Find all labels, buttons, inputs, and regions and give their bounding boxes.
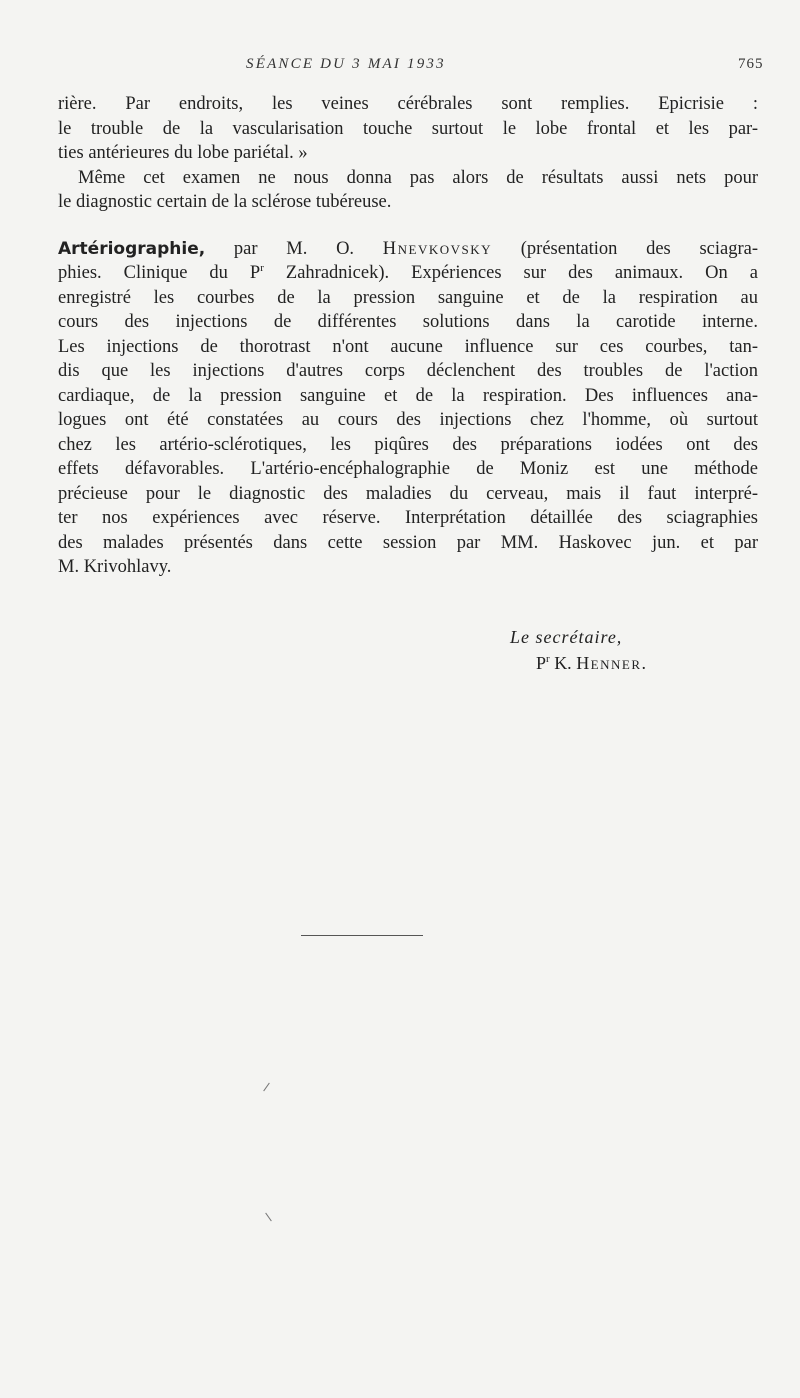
text-line: logues ont été constatées au cours des injections chez l'homme, où surtout [58, 410, 758, 430]
text-line: chez les artério-sclérotiques, les piqûres des préparations iodées ont des [58, 434, 758, 455]
text-line [58, 237, 758, 262]
text-fragment: (présentation des sciagra- [492, 238, 759, 259]
text-fragment: Zahradnicek). Expériences sur des animaux. On a [263, 263, 759, 283]
text-line: ties antérieures du lobe pariétal. » [58, 143, 308, 163]
signature-name: Henner. [576, 653, 648, 673]
text-line: des malades présentés dans cette session par MM. Haskovec jun. et par [58, 532, 758, 553]
text-line: ter nos expériences avec réserve. Interprétation détaillée des sciagraphies [58, 508, 758, 528]
text-line: le trouble de la vascularisation touche surtout le lobe frontal et les par- [58, 118, 758, 139]
text-line: enregistré les courbes de la pression sanguine et de la respiration au [58, 287, 758, 308]
paragraph-gap [58, 215, 758, 237]
text-line: dis que les injections d'autres corps déclenchent des troubles de l'action [58, 361, 758, 381]
scan-speck [263, 1083, 270, 1092]
text-line [58, 261, 758, 286]
paragraph-examination [58, 166, 758, 215]
running-title: SÉANCE DU 3 MAI 1933 [246, 56, 446, 72]
author-name: Hnevkovsky [382, 238, 493, 259]
text-line: Même cet examen ne nous donna pas alors de résultats aussi nets pour [78, 167, 758, 188]
paragraph-arteriography [58, 237, 758, 580]
text-fragment: par M. O. [205, 238, 383, 259]
signature-initial: K. [554, 653, 572, 673]
body-text [58, 92, 758, 580]
signature-name-line [510, 650, 648, 676]
page-number: 765 [738, 56, 764, 72]
text-line: cours des injections de différentes solutions dans la carotide interne. [58, 312, 758, 332]
scan-speck [265, 1213, 272, 1222]
text-line: précieuse pour le diagnostic des maladies du cerveau, mais il faut interpré- [58, 483, 758, 504]
end-rule [301, 935, 423, 936]
superscript: r [546, 653, 550, 665]
section-heading: Artériographie, [58, 238, 206, 259]
superscript: r [260, 261, 264, 274]
signature-title: P [536, 653, 547, 673]
text-fragment: phies. Clinique du P [58, 263, 261, 283]
text-line: Les injections de thorotrast n'ont aucune influence sur ces courbes, tan- [58, 336, 758, 357]
text-line: cardiaque, de la pression sanguine et de la respiration. Des influences ana- [58, 385, 758, 406]
text-line: rière. Par endroits, les veines cérébrales sont remplies. Epicrisie : [58, 94, 758, 114]
running-head [0, 56, 800, 78]
text-line: le diagnostic certain de la sclérose tubéreuse. [58, 192, 392, 212]
text-line: effets défavorables. L'artério-encéphalographie de Moniz est une méthode [58, 459, 758, 479]
signature-block [510, 624, 648, 676]
text-line: M. Krivohlavy. [58, 557, 172, 577]
signature-role: Le secrétaire, [510, 627, 623, 647]
paragraph-epicrisis [58, 92, 758, 166]
